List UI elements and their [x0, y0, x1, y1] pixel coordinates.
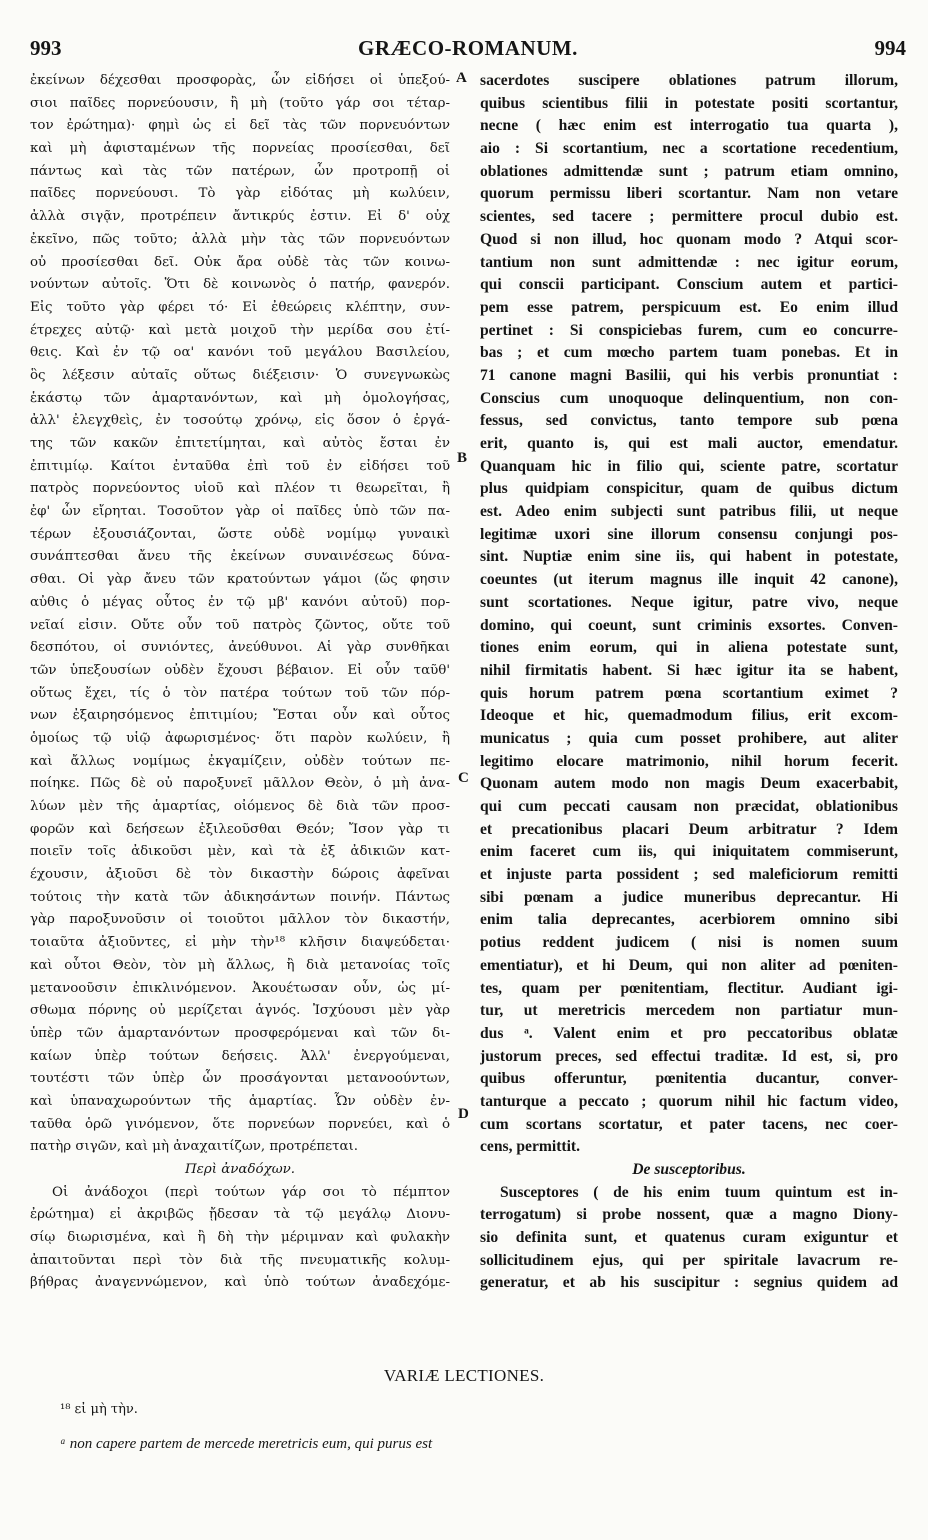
text-line: ἐφ' ὧν εἴρηται. Τοσοῦτον γὰρ οἱ παῖδες ὑπὸ τῶν πα-: [30, 504, 450, 520]
text-line: σθωμα πόρνης οὐ μερίζεται ἁγνός. Ἰσχύουσι μὲν γὰρ: [30, 1003, 450, 1019]
text-line: et precationibus placari Deum arbitratur ? Idem: [480, 820, 898, 838]
text-line: qui cum peccati causam non præcidat, oblationibus: [480, 798, 898, 815]
text-line: pem esse patrem, perspicuum est. Eo enim illud: [480, 298, 898, 316]
text-line: τούτοις τὴν κατὰ τῶν ἀδικησάντων ποινήν. Πάντως: [30, 889, 450, 905]
text-line: municatus ; quia cum posset prohibere, aut aliter: [480, 729, 898, 747]
text-line: sibi pœnam a judice muneribus deprecantur. Hi: [480, 888, 898, 906]
text-line: ταῦθα ὁρῶ γινόμενον, ὅτε πορνεύων πορνεύει, καὶ ὁ: [30, 1116, 450, 1132]
text-line: tiones enim eorum, qui in aliena potestate sunt,: [480, 639, 898, 657]
text-line: fessus, sed convictus, tanto tempore sub pœna: [480, 412, 898, 430]
text-line: νων ἐξαιρησόμενος ἐπιτιμίου; Ἔσται οὖν καὶ οὗτος: [30, 708, 450, 724]
text-line: πάντως καὶ τὰς τῶν πατέρων, ὧν προτροπῇ οἱ: [30, 163, 450, 179]
text-line: coeuntes (ut iterum magnus ille inquit 42 canone),: [480, 571, 898, 589]
margin-letter-b: B: [457, 450, 468, 466]
text-line: αὐθις ὁ μέγας οὗτος ἐν τῷ μβ' κανόνι αὐτοῦ) πορ-: [30, 594, 450, 610]
text-line: μετανοοῦσιν ἐπικλινόμενον. Ἀκουέτωσαν οὖν, ὡς μί-: [30, 980, 450, 996]
text-line: tes, quam per pœnitentiam, flectitur. Audiant igi-: [480, 979, 898, 997]
text-line: Quod si non illud, hoc quonam modo ? Atqui scor-: [480, 230, 898, 248]
text-line: enim faceret cum iis, qui iniquitatem commiserunt,: [480, 843, 898, 861]
text-line: cens, permittit.: [480, 1138, 581, 1156]
text-line: ἐκείνων δέχεσθαι προσφορὰς, ὧν εἰδήσει οἱ ὑπεξού-: [30, 73, 450, 88]
footnote-latin: ᵃ non capere partem de mercede meretricis eum, qui purus est: [60, 1436, 433, 1452]
text-line: τῶν ὑπεξουσίων οὐδὲν ἔχουσι βέβαιον. Εἰ οὖν ταῦθ': [30, 662, 450, 678]
text-line: legitimo elocare matrimonio, nihil horum fecerit.: [480, 752, 898, 770]
text-line: est. Adeo enim subjecti sunt patribus filii, ut neque: [480, 503, 898, 521]
text-line: dus ᵃ. Valent enim et pro peccatoribus oblatæ: [480, 1024, 898, 1042]
text-line: τοιαῦτα ἀξιοῦντες, εἰ μὴν τὴν¹⁸ κλῆσιν διαψεύδεται·: [30, 935, 450, 951]
text-line: generatur, et ab his suscipitur : segnius quidem ad: [480, 1274, 898, 1292]
text-line: sint. Nuptiæ enim sine iis, qui habent in potestate,: [480, 548, 898, 566]
text-line: necne ( hæc enim est interrogatio tua quarta ),: [480, 117, 898, 135]
text-line: quibus offeruntur, pœnitentia ducantur, conver-: [480, 1070, 898, 1088]
text-line: καὶ μὴ ἀφισταμένων τῆς πορνείας προσίεσθαι, δεῖ: [30, 141, 450, 157]
text-line: ποιεῖν τοῖς ἀδικοῦσι μὲν, καὶ τὰ ἐξ ἀδικιῶν κατ-: [30, 844, 450, 860]
text-line: σίῳ διωρισμένα, καὶ ἢ δὴ τὴν μέριμναν καὶ φυλακὴν: [30, 1230, 450, 1246]
text-line: potius reddent judicem ( nisi is nomen suum: [480, 934, 898, 952]
text-line: λύων μὲν τῆς ἁμαρτίας, οἰόμενος δὲ διὰ τῶν προσ-: [30, 799, 450, 814]
text-line: καὶ οὗτοι Θεὸν, τὸν μὴ ἄλλως, ἢ διὰ μετανοίας τοῖς: [30, 957, 450, 973]
text-line: φορῶν καὶ δεήσεων ἐξιλεοῦσθαι Θεόν; Ἴσον γὰρ τι: [30, 821, 450, 837]
text-line: aio : Si scortantium, nec a scortatione recedentium,: [480, 140, 898, 158]
text-line: πατρὸς πορνεύοντος υἱοῦ καὶ πλέον τι θεωρεῖται, ἢ: [30, 481, 450, 497]
variae-lectiones-heading: VARIÆ LECTIONES.: [383, 1366, 545, 1385]
text-line: bas ; et cum mœcho partem tuam ponebas. Et in: [480, 344, 898, 362]
text-line: plus quidpiam conspicitur, quam de quibus dictum: [480, 480, 898, 498]
text-line: έχουσιν, ἀξιοῦσι δὲ τὸν δικαστὴν δώροις ἀφεῖναι: [30, 867, 450, 883]
footnote-greek: ¹⁸ εἰ μὴ τὴν.: [60, 1402, 138, 1417]
text-line: βήθρας ἀναγεννώμενον, καὶ ὑπὸ τούτων ἀναδεχόμε-: [30, 1275, 450, 1291]
text-line: ἐπιτιμίῳ. Καίτοι ἐνταῦθα ἐπὶ τοῦ ἐν εἰδήσει τοῦ: [30, 458, 450, 474]
text-line: ἀλλ' ἐλεγχθεὶς, ἐν τοσούτῳ χρόνῳ, εἰς ὅσον ὁ ἐργά-: [30, 413, 450, 429]
text-line: τέρων ἐξουσιάζονται, ὥστε οὐδὲ νομίμῳ γυναικὶ: [30, 526, 450, 542]
text-line: οὐ προσίεσθαι δεῖ. Οὐκ ἄρα οὐδὲ τὰς τῶν κοινω-: [30, 254, 450, 270]
text-line: σιοι παῖδες πορνεύουσιν, ἢ μὴ (τοῦτο γάρ σοι τέταρ-: [30, 95, 450, 111]
text-line: Εἰς τοῦτο γὰρ φέρει τό· Εἰ ἐθεώρεις κλέπτην, συν-: [30, 299, 450, 315]
text-line: legitimæ uxori sine illorum consensu conjungi pos-: [480, 525, 898, 543]
text-line: tur, ut meretricis mercedem non partiatur mun-: [480, 1002, 898, 1020]
text-line: tantium non sunt admittendæ : nec igitur eorum,: [480, 253, 898, 271]
text-line: Quanquam hic in filio qui, sciente patre, scortatur: [480, 457, 898, 475]
text-line: tanturque a peccato ; quorum nihil hic factum video,: [480, 1092, 898, 1110]
text-line: nihil firmitatis habent. Si hæc igitur ita se habent,: [480, 661, 898, 679]
text-line: Ideoque et hic, quemadmodum filius, erit excom-: [480, 707, 898, 725]
text-line: τον ἐρώτημα)· φημὶ ὡς εἰ δεῖ τὰς τῶν πορνευόντων: [30, 118, 450, 134]
text-line: sunt scortationes. Neque igitur, patre vivo, neque: [480, 593, 898, 611]
text-line: enim talia deprecantes, acerbiorem omnino sibi: [480, 911, 898, 929]
text-line: γὰρ παροξυνοῦσιν οἱ τοιοῦτοι μᾶλλον τὸν δικαστήν,: [30, 912, 450, 928]
text-line: Conscius cum unoquoque delinquentium, non con-: [480, 389, 898, 407]
page-number-right: 994: [874, 36, 906, 60]
text-line: quis horum patrem pœna scortantium eximet ?: [480, 684, 898, 702]
text-line: ἀπαιτοῦνται περὶ τὸν διὰ τῆς πνευματικῆς κολυμ-: [30, 1252, 450, 1268]
page-header: [30, 36, 906, 70]
text-line: πατὴρ σιγῶν, καὶ μὴ ἀναχαιτίζων, προτρέπεται.: [30, 1139, 359, 1155]
text-line: oblationes admittendæ sunt ; patrum etiam omnino,: [480, 162, 898, 180]
text-line: ὁμοίως τῷ υἱῷ ἀφωρισμένος· ὅτι παρὸν κωλύειν, ἢ: [30, 730, 450, 746]
running-title: GRÆCO-ROMANUM.: [358, 36, 578, 60]
text-line: δεσπότου, οἱ συνιόντες, ἀνεύθυνοι. Αἱ γὰρ συνθῆκαι: [30, 640, 450, 656]
text-line: Οἱ ἀνάδοχοι (περὶ τούτων γάρ σοι τὸ πέμπτον: [52, 1184, 450, 1200]
text-line: 71 canone magni Basilii, qui his verbis pronuntiat :: [480, 366, 898, 384]
text-line: sacerdotes suscipere oblationes patrum illorum,: [480, 72, 898, 89]
text-line: έτρεχες αὐτῷ· καὶ μετὰ μοιχοῦ τὴν μερίδα σου ἐτί-: [30, 322, 450, 338]
text-line: ὃς λέξεσιν αὐταῖς οὕτως διέξεισιν· Ὁ συνεγνωκὼς: [30, 367, 450, 383]
margin-letter-c: C: [458, 770, 469, 786]
text-line: Quonam autem modo non magis Deum exacerbabit,: [480, 775, 898, 793]
text-line: terrogatum) si probe nossent, quæ a magno Diony-: [480, 1206, 898, 1224]
text-line: cum scortans scortatur, et pater tacens, nec coer-: [480, 1115, 898, 1133]
text-line: ementiatur), et hi Deum, qui non aliter ad pœniten-: [480, 956, 898, 974]
text-line: sollicitudinem ejus, qui per spiritale lavacrum re-: [480, 1251, 898, 1269]
text-line: Susceptores ( de his enim tuum quintum est in-: [500, 1183, 898, 1201]
latin-column: [480, 70, 898, 1295]
text-line: συνάπτεσθαι ἄνευ τῆς ἐκείνων συναινέσεως δύνα-: [30, 549, 450, 565]
text-line: scientes, sed tacere ; permittere procul dubio est.: [480, 208, 898, 226]
text-line: τουτέστι τῶν ὑπὲρ ὧν προσάγονται μετανοούντων,: [30, 1071, 450, 1087]
text-line: καὶ ὑπαναχωρούντων τῆς ἁμαρτίας. Ὧν οὐδὲν ἐν-: [30, 1093, 450, 1109]
text-line: pertinet : Si conspiciebas furem, cum eo concurre-: [480, 321, 898, 339]
margin-letter-a: A: [456, 70, 467, 86]
text-line: ἐκεῖνο, πῶς τοῦτο; ἀλλὰ μὴν τὰς τῶν πορνευόντων: [30, 231, 450, 247]
text-line: et injuste parta possident ; sed maleficiorum remitti: [480, 866, 898, 884]
section-heading: Περὶ ἀναδόχων.: [184, 1162, 296, 1177]
text-line: ποίηκε. Πῶς δὲ οὐ παροξυνεῖ μᾶλλον Θεὸν, ὁ μὴ ἀνα-: [30, 776, 450, 792]
margin-letter-d: D: [458, 1106, 469, 1122]
text-line: νεῖαί εἰσιν. Οὔτε οὖν τοῦ πατρὸς ζῶντος, οὔτε τοῦ: [30, 617, 450, 633]
text-line: quorum permissu liberi scortantur. Nam non vetare: [480, 185, 898, 203]
text-line: domino, qui coeunt, sunt criminis exsortes. Conven-: [480, 616, 898, 634]
text-line: καίων ὑπὲρ τούτων δεήσεις. Ἀλλ' ἐνεργούμεναι,: [30, 1048, 450, 1064]
text-line: ἀλλὰ σιγᾷν, προτρέπειν ἄντικρύς ἐστιν. Εἰ δ' οὐχ: [30, 209, 450, 225]
text-line: σθαι. Οἱ γὰρ ἄνευ τῶν κρατούντων γάμοι (ὥς φησιν: [30, 572, 450, 588]
text-line: ἑκάστῳ τῶν ἁμαρτανόντων, καὶ μὴ ὁμολογήσας,: [30, 390, 450, 406]
text-line: qui conscii participant. Conscium autem et partici-: [480, 276, 898, 294]
page-number-left: 993: [30, 36, 62, 60]
greek-column: [30, 70, 450, 1295]
text-line: θεις. Καὶ ἐν τῷ οα' κανόνι τοῦ μεγάλου Βασιλείου,: [30, 345, 450, 361]
text-line: παῖδες πορνεύουσι. Τὸ γὰρ εἰδότας μὴ κωλύειν,: [30, 186, 450, 202]
text-line: νούντων αὐτοῖς. Ὅτι δὲ κοινωνὸς ὁ πατήρ, φανερόν.: [30, 277, 450, 293]
text-line: sio definita sunt, et quatenus curam exiguntur et: [480, 1229, 898, 1247]
text-line: quibus scientibus filii in potestate positi scortantur,: [480, 94, 898, 112]
text-line: καὶ ἄλλως νομίμως ἐκγαμίζειν, οὐδὲν τούτων πε-: [30, 753, 450, 769]
text-line: erit, quanto is, qui est mali auctor, emendatur.: [480, 435, 898, 452]
text-line: οὕτως ἔχει, τίς ὁ τὸν πατέρα τούτων τοῦ τῶν πόρ-: [30, 685, 450, 701]
text-line: justorum preces, sed effectui traditæ. Id est, si, pro: [480, 1047, 898, 1065]
text-line: της τῶν κακῶν ἐπιτετίμηται, καὶ αὐτὸς ἔσται ἐν: [30, 436, 450, 451]
text-line: ἐρώτημα) εἰ ἀκριβῶς ᾔδεσαν τὰ τῷ μεγάλῳ Διονυ-: [30, 1207, 450, 1223]
section-heading: De susceptoribus.: [632, 1161, 746, 1178]
text-line: ὑπὲρ τῶν ἁμαρτανόντων προσφερόμεναι καὶ τῶν δι-: [30, 1025, 450, 1041]
